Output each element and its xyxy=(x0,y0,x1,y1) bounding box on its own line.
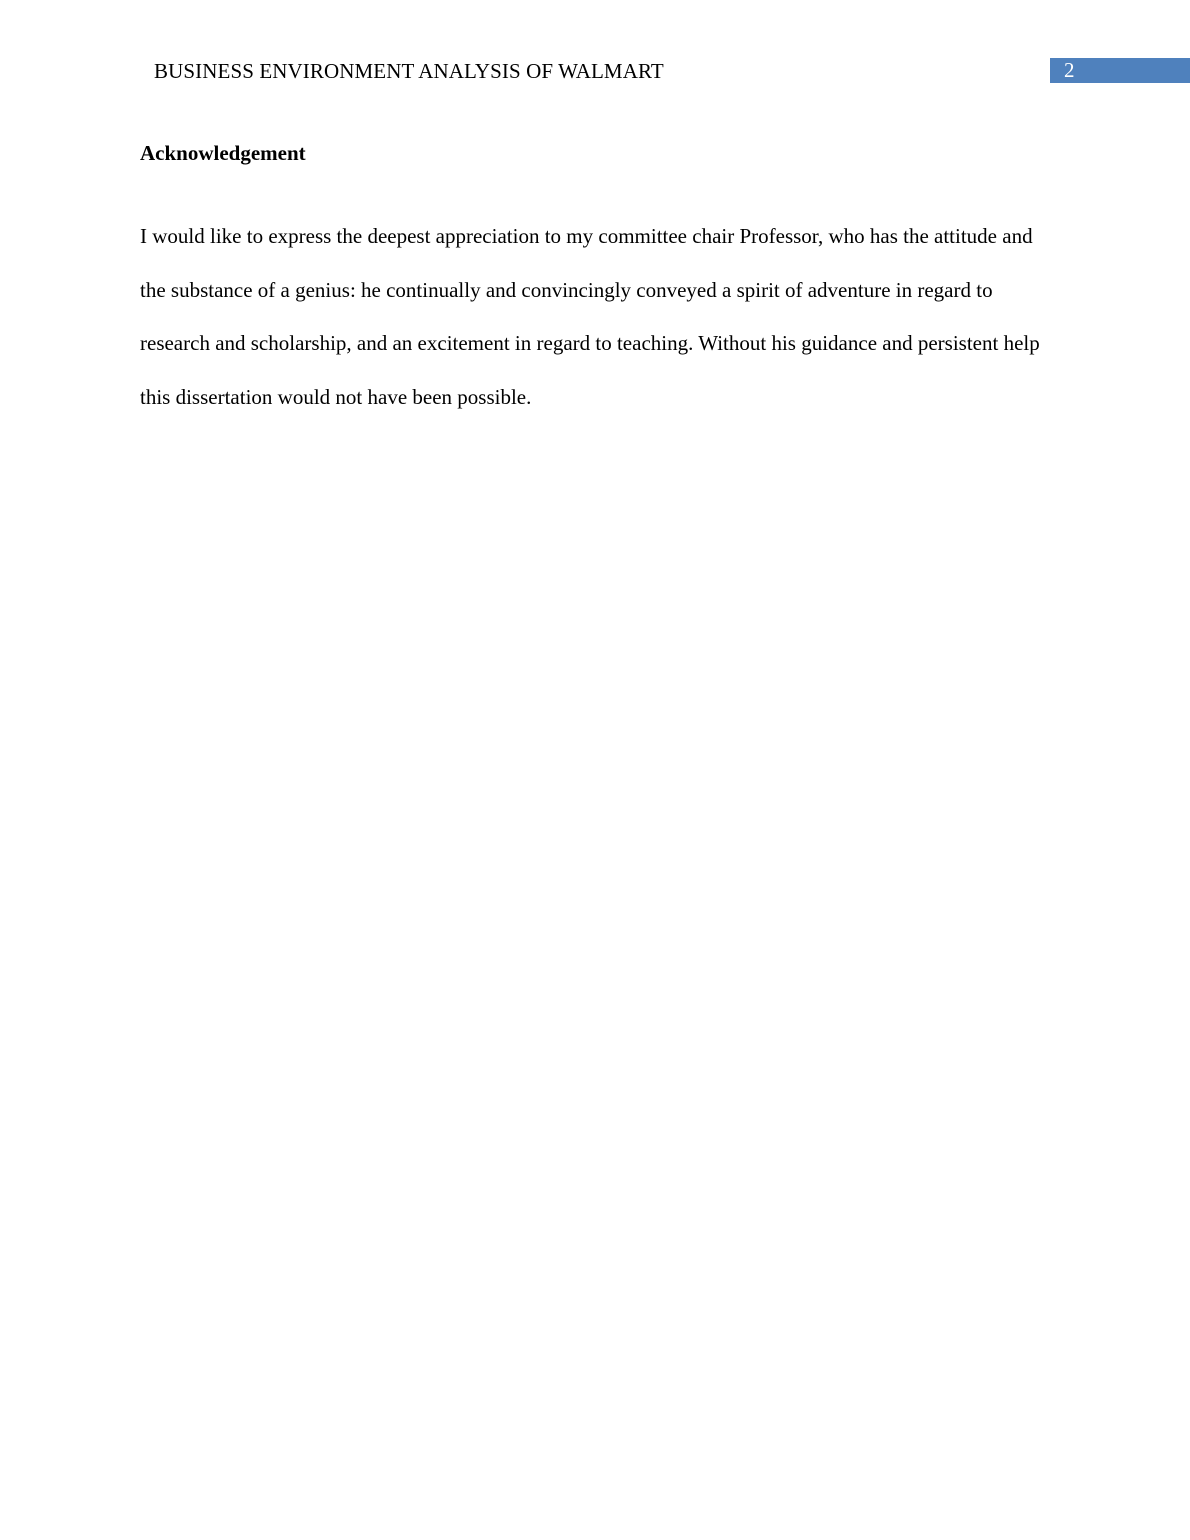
running-head: BUSINESS ENVIRONMENT ANALYSIS OF WALMART xyxy=(154,59,664,83)
page-header xyxy=(0,57,1190,85)
page-number-box xyxy=(1050,58,1190,83)
page-content xyxy=(140,138,1055,425)
section-heading: Acknowledgement xyxy=(140,141,306,165)
body-paragraph: I would like to express the deepest appreciation to my committee chair Professor, who has the attitude and the substance of a genius: he continually and convincingly conveyed a spirit of adventure in regard to research and scholarship, and an excitement in regard to teaching. Without his guidance and persistent help this dissertation would not have been possible. xyxy=(140,224,1040,410)
page-number: 2 xyxy=(1064,58,1075,82)
